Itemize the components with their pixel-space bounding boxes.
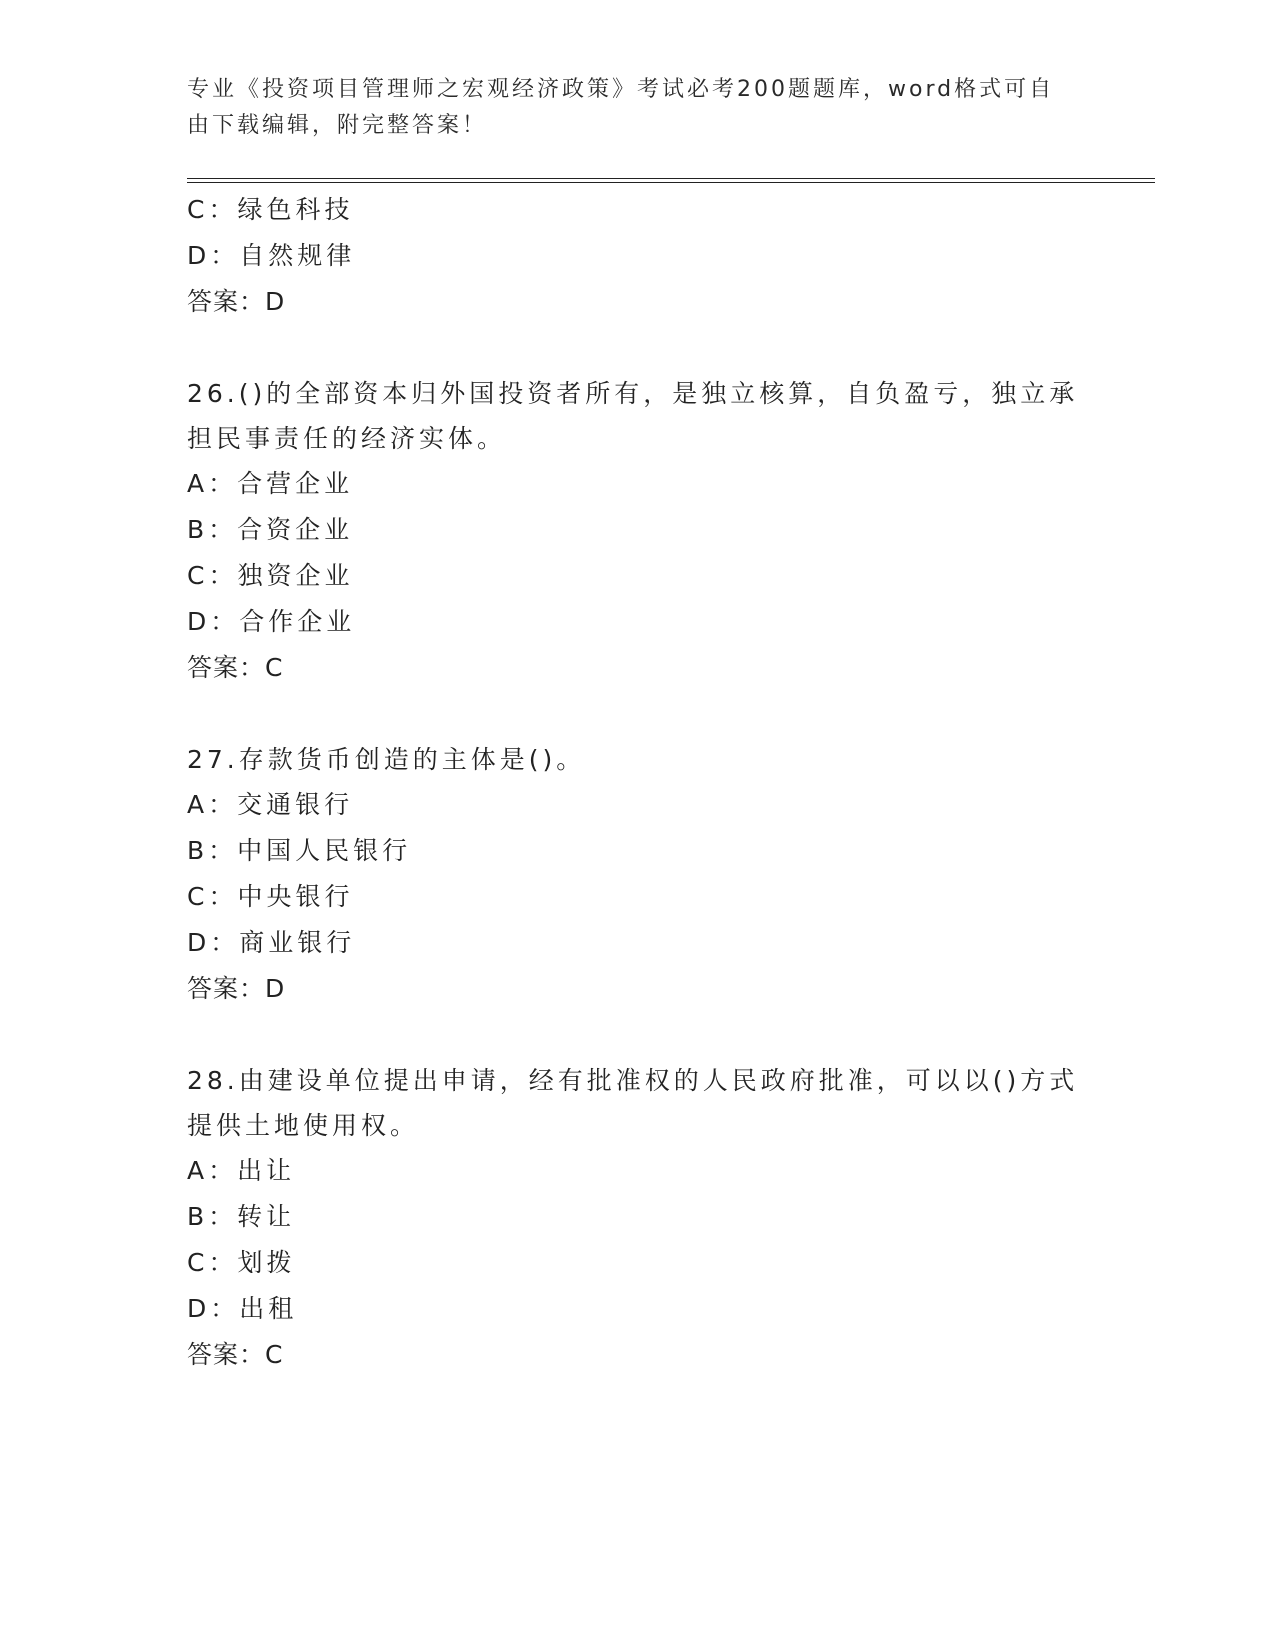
continued-question [187,187,1087,325]
answer-value: D [265,287,286,316]
option-c: C：中央银行 [187,882,354,911]
answer-line: 答案：C [187,1340,284,1369]
option-d: D：商业银行 [187,928,356,957]
answer-value: C [265,653,284,682]
header-divider-bottom [187,182,1155,183]
option-b: B：中国人民银行 [187,836,412,865]
question-28 [187,1058,1087,1378]
question-stem: 27.存款货币创造的主体是()。 [187,745,586,774]
question-stem: 28.由建设单位提出申请，经有批准权的人民政府批准，可以以()方式提供土地使用权。 [187,1066,1079,1140]
answer-value: D [265,974,286,1003]
option-b: B：转让 [187,1202,296,1231]
option-b: B：合资企业 [187,515,354,544]
answer-value: C [265,1340,284,1369]
option-d: D：合作企业 [187,607,356,636]
answer-line: 答案：D [187,287,286,316]
answer-line: 答案：C [187,653,284,682]
option-d: D：出租 [187,1294,298,1323]
question-26 [187,371,1087,691]
option-a: A：交通银行 [187,790,354,819]
option-d: D：自然规律 [187,241,356,270]
question-stem: 26.()的全部资本归外国投资者所有，是独立核算，自负盈亏，独立承担民事责任的经济实体。 [187,379,1079,453]
option-c: C：独资企业 [187,561,354,590]
option-c: C：绿色科技 [187,195,354,224]
answer-line: 答案：D [187,974,286,1003]
option-c: C：划拨 [187,1248,296,1277]
document-header: 专业《投资项目管理师之宏观经济政策》考试必考200题题库，word格式可自由下载编辑，附完整答案！ [187,77,1055,138]
option-a: A：出让 [187,1156,296,1185]
header-divider-top [187,178,1155,179]
question-27 [187,737,1087,1012]
option-a: A：合营企业 [187,469,354,498]
question-list [187,187,1087,1378]
